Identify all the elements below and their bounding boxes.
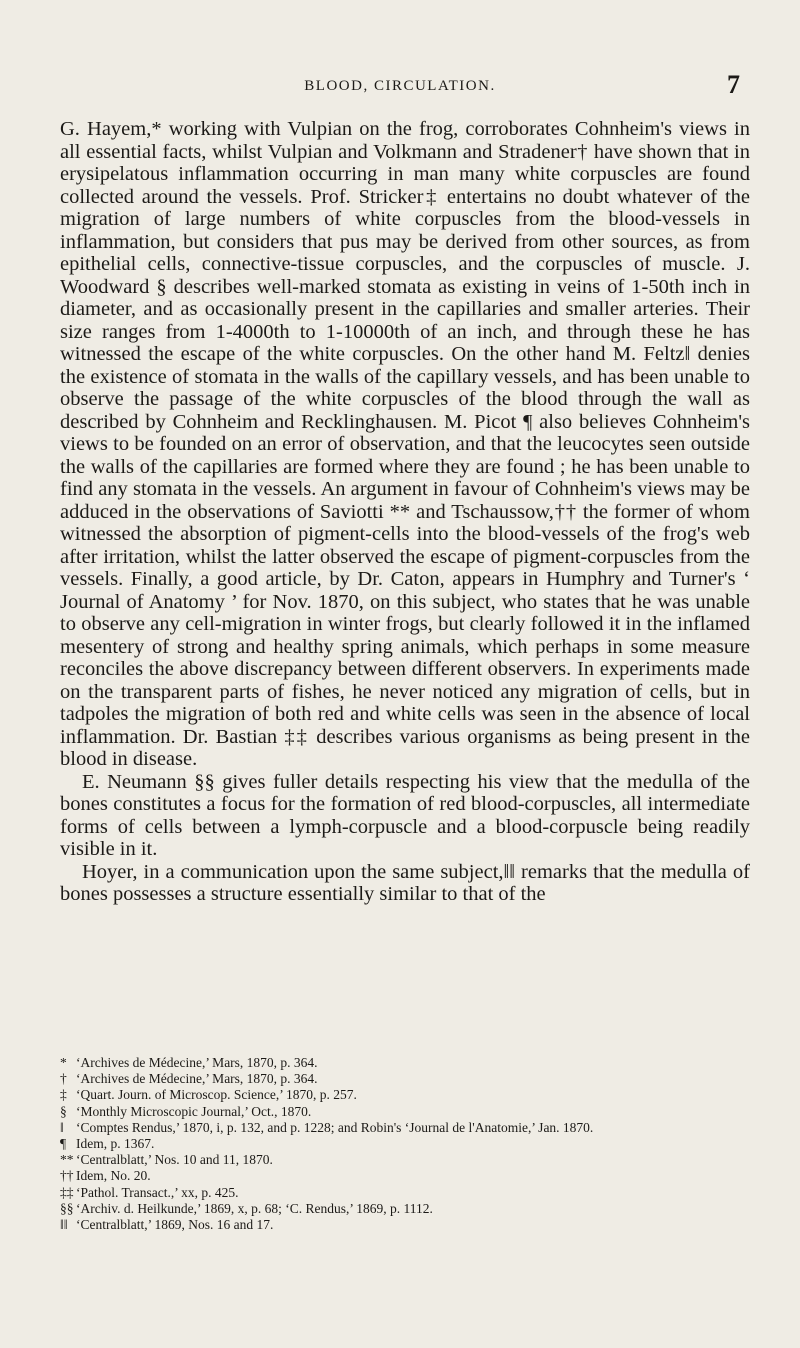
- footnote-text: ‘Comptes Rendus,’ 1870, i, p. 132, and p. 1228; and Robin's ‘Journal de l'Anatomie,’ Jan. 1870.: [76, 1119, 594, 1135]
- footnote-mark: †: [60, 1071, 67, 1087]
- footnote: [60, 1185, 750, 1201]
- footnote: [60, 1071, 750, 1087]
- running-header: [0, 70, 800, 110]
- page-number: 7: [727, 70, 740, 99]
- footnote-text: ‘Archiv. d. Heilkunde,’ 1869, x, p. 68; ‘C. Rendus,’ 1869, p. 1112.: [76, 1200, 433, 1216]
- footnote: [60, 1087, 750, 1103]
- footnote-mark: ‡: [60, 1087, 67, 1103]
- footnote: [60, 1201, 750, 1217]
- footnote-mark: ‖‖: [60, 1217, 68, 1233]
- paragraph-3: Hoyer, in a communication upon the same subject,‖‖ remarks that the medulla of bones possesses a structure essentially similar to that of the: [60, 860, 750, 905]
- footnote-mark: ‡‡: [60, 1184, 74, 1200]
- footnote: [60, 1168, 750, 1184]
- footnote-text: Idem, No. 20.: [76, 1168, 151, 1184]
- footnote: [60, 1055, 750, 1071]
- footnote-text: ‘Quart. Journ. of Microscop. Science,’ 1870, p. 257.: [76, 1087, 357, 1103]
- footnote-text: ‘Archives de Médecine,’ Mars, 1870, p. 364.: [76, 1071, 318, 1087]
- footnote-text: ‘Archives de Médecine,’ Mars, 1870, p. 364.: [76, 1055, 318, 1070]
- paragraph-1: G. Hayem,* working with Vulpian on the frog, corroborates Cohnheim's views in all essential facts, whilst Vulpian and Volkmann and Stradener† have shown that in erysipelatous inflammation occurring in man many white corpuscles are found collected around the vessels. Prof. Stricker‡ entertains no doubt whatever of the migration of large numbers of white corpuscles from the blood-vessels in inflammation, but considers that pus may be derived from other sources, as from epithelial cells, connective-tissue corpuscles, and the corpuscles of muscle. J. Woodward § describes well-marked stomata as existing in veins of 1-50th inch in diameter, and as occasionally present in the capillaries and smaller arteries. Their size ranges from 1-4000th to 1-10000th of an inch, and through these he has witnessed the escape of the white corpuscles. On the other hand M. Feltz‖ denies the existence of stomata in the walls of the capillary vessels, and has been unable to observe the passage of the white corpuscles of the blood through the wall as described by Cohnheim and Recklinghausen. M. Picot ¶ also believes Cohnheim's views to be founded on an error of observation, and that the leucocytes seen outside the walls of the capillaries are formed where they are found ; he has been unable to find any stomata in the vessels. An argument in favour of Cohnheim's views may be adduced in the observations of Saviotti ** and Tschaussow,†† the former of whom witnessed the absorption of pigment-cells into the blood-vessels of the frog's web after irritation, whilst the latter observed the escape of pigment-corpuscles from the vessels. Finally, a good article, by Dr. Caton, appears in Humphry and Turner's ‘ Journal of Anatomy ’ for Nov. 1870, on this subject, who states that he was unable to observe any cell-migration in winter frogs, but clearly followed it in the inflamed mesentery of strong and healthy spring animals, which perhaps in some measure reconciles the above discrepancy between different observers. In experiments made on the transparent parts of fishes, he never noticed any migration of cells, but in tadpoles the migration of both red and white cells was seen in the absence of local inflammation. Dr. Bastian ‡‡ describes various organisms as being present in the blood in disease.: [60, 118, 750, 770]
- footnote: [60, 1104, 750, 1120]
- footnote-text: ‘Centralblatt,’ Nos. 10 and 11, 1870.: [76, 1152, 273, 1168]
- footnote-mark: ¶: [60, 1136, 67, 1152]
- footnote: [60, 1152, 750, 1168]
- paragraph-2: E. Neumann §§ gives fuller details respecting his view that the medulla of the bones constitutes a focus for the formation of red blood-corpuscles, all intermediate forms of cells between a lymph-corpuscle and a blood-corpuscle being readily visible in it.: [60, 770, 750, 860]
- footnote-text: ‘Pathol. Transact.,’ xx, p. 425.: [76, 1184, 239, 1200]
- footnote-text: Idem, p. 1367.: [76, 1136, 155, 1152]
- footnotes: [60, 1055, 750, 1233]
- footnote-text: ‘Centralblatt,’ 1869, Nos. 16 and 17.: [76, 1217, 274, 1233]
- footnote-mark: §§: [60, 1200, 74, 1216]
- footnote: [60, 1136, 750, 1152]
- footnote-mark: **: [60, 1152, 74, 1168]
- footnote-mark: *: [60, 1055, 67, 1070]
- footnote-mark: §: [60, 1103, 67, 1119]
- footnote-mark: ††: [60, 1168, 74, 1184]
- footnote-mark: ‖: [60, 1119, 64, 1135]
- footnote-text: ‘Monthly Microscopic Journal,’ Oct., 1870.: [76, 1103, 312, 1119]
- footnote: [60, 1120, 750, 1136]
- main-text: [60, 118, 750, 906]
- footnote: [60, 1217, 750, 1233]
- running-title: BLOOD, CIRCULATION.: [304, 78, 496, 94]
